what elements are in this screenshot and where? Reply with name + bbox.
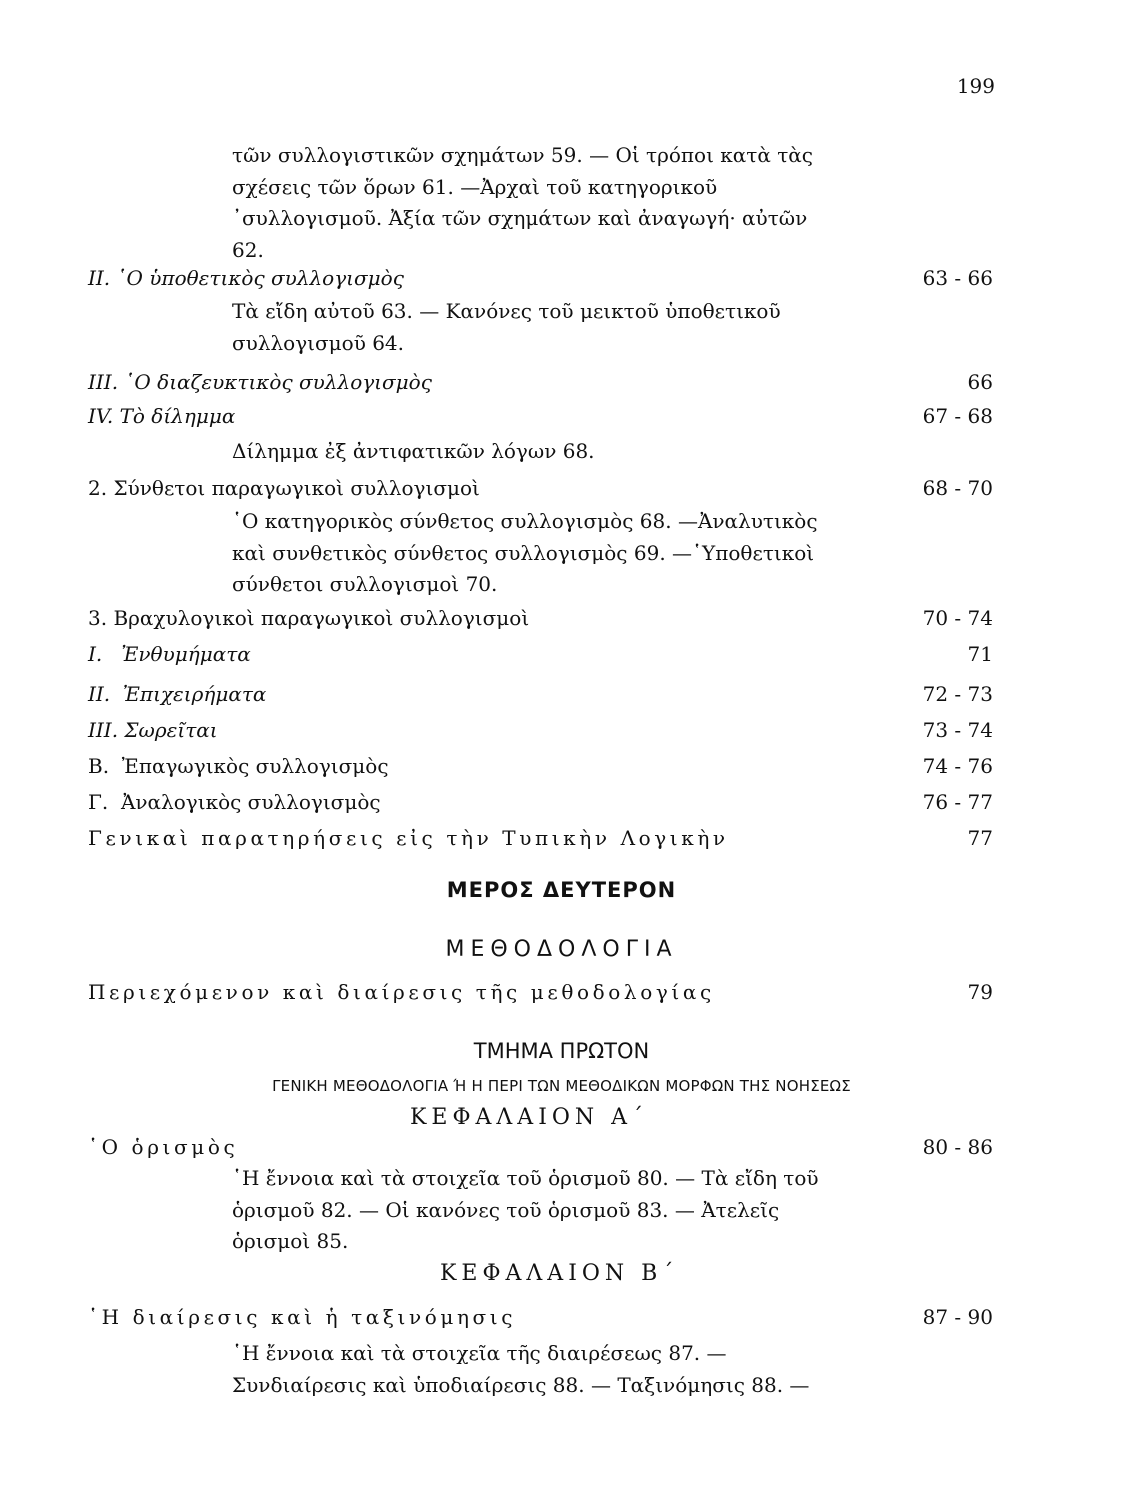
- toc-entry: [88, 716, 993, 744]
- entry-pages: 72 - 73: [922, 682, 993, 706]
- page-number: 199: [956, 74, 995, 98]
- entry-description: ῾Ο κατηγορικὸς σύνθετος συλλογισμὸς 68. —Ἀναλυτικὸς καὶ συνθετικὸς σύνθετος συλλογισμὸς 69. —῾Υποθετικοὶ σύνθετοι συλλογισμοὶ 70.: [232, 509, 818, 596]
- entry-label: ῾Ο ὁρισμὸς: [88, 1135, 239, 1159]
- entry-description: ῾Η ἔννοια καὶ τὰ στοιχεῖα τῆς διαιρέσεως 87. — Συνδιαίρεσις καὶ ὑποδιαίρεσις 88. — Ταξινόμησις 88. —: [232, 1341, 810, 1397]
- entry-pages: 80 - 86: [922, 1135, 993, 1159]
- entry-pages: 67 - 68: [922, 404, 993, 428]
- entry-label: ΙΙ. Ἐπιχειρήματα: [88, 682, 267, 706]
- entry-label: IV. Τὸ δίλημμα: [88, 404, 236, 428]
- toc-entry: [88, 604, 993, 632]
- toc-entry: [88, 824, 993, 852]
- entry-label: ΙΙΙ. Σωρεῖται: [88, 718, 218, 742]
- toc-entry: [88, 788, 993, 816]
- toc-entry: [88, 1303, 993, 1331]
- toc-entry: [88, 680, 993, 708]
- entry-label: Γενικαὶ παρατηρήσεις εἰς τὴν Τυπικὴν Λογικὴν: [88, 826, 729, 850]
- entry-label: Γ. Ἀναλογικὸς συλλογισμὸς: [88, 790, 381, 814]
- entry-label: 3. Βραχυλογικοὶ παραγωγικοὶ συλλογισμοὶ: [88, 606, 530, 630]
- toc-entry: [88, 1133, 993, 1161]
- entry-pages: 73 - 74: [922, 718, 993, 742]
- entry-pages: 71: [967, 642, 993, 666]
- entry-pages: 79: [967, 980, 993, 1004]
- part-title: ΜΕΡΟΣ ΔΕΥΤΕΡΟΝ: [446, 878, 677, 902]
- toc-entry: [88, 264, 993, 292]
- entry-pages: 76 - 77: [922, 790, 993, 814]
- toc-entry: [88, 402, 993, 430]
- section-title: ΤΜΗΜΑ ΠΡΩΤΟΝ: [473, 1039, 650, 1063]
- entry-description: ῾Η ἔννοια καὶ τὰ στοιχεῖα τοῦ ὁρισμοῦ 80. — Τὰ εἴδη τοῦ ὁρισμοῦ 82. — Οἱ κανόνες τοῦ ὁρισμοῦ 83. — Ἀτελεῖς ὁρισμοὶ 85.: [232, 1166, 819, 1253]
- entry-pages: 87 - 90: [922, 1305, 993, 1329]
- toc-entry: [88, 368, 993, 396]
- entry-label: 2. Σύνθετοι παραγωγικοὶ συλλογισμοὶ: [88, 476, 480, 500]
- section-subtitle: ΓΕΝΙΚΗ ΜΕΘΟΔΟΛΟΓΙΑ Ή Η ΠΕΡΙ ΤΩΝ ΜΕΘΟΔΙΚΩΝ ΜΟΡΦΩΝ ΤΗΣ ΝΟΗΣΕΩΣ: [272, 1077, 851, 1095]
- entry-label: ΙΙΙ. ῾Ο διαζευκτικὸς συλλογισμὸς: [88, 370, 432, 394]
- entry-pages: 68 - 70: [922, 476, 993, 500]
- entry-pages: 70 - 74: [922, 606, 993, 630]
- entry-label: Ι. Ἐνθυμήματα: [88, 642, 251, 666]
- chapter-heading: ΚΕΦΑΛΑΙΟΝ Α΄: [410, 1105, 649, 1130]
- entry-label: Β. Ἐπαγωγικὸς συλλογισμὸς: [88, 754, 389, 778]
- chapter-heading: ΚΕΦΑΛΑΙΟΝ Β΄: [440, 1261, 679, 1286]
- part-subject: ΜΕΘΟΔΟΛΟΓΙΑ: [445, 937, 678, 962]
- entry-label: Περιεχόμενον καὶ διαίρεσις τῆς μεθοδολογίας: [88, 980, 715, 1004]
- entry-pages: 74 - 76: [922, 754, 993, 778]
- entry-description: Δίλημμα ἐξ ἀντιφατικῶν λόγων 68.: [232, 439, 595, 463]
- entry-description: Τὰ εἴδη αὐτοῦ 63. — Κανόνες τοῦ μεικτοῦ ὑποθετικοῦ συλλογισμοῦ 64.: [232, 299, 781, 355]
- entry-pages: 77: [967, 826, 993, 850]
- entry-label: ῾Η διαίρεσις καὶ ἡ ταξινόμησις: [88, 1305, 517, 1329]
- entry-pages: 63 - 66: [922, 266, 993, 290]
- toc-entry: [88, 640, 993, 668]
- entry-pages: 66: [967, 370, 993, 394]
- toc-entry: [88, 978, 993, 1006]
- toc-entry: [88, 474, 993, 502]
- entry-description: τῶν συλλογιστικῶν σχημάτων 59. — Οἱ τρόποι κατὰ τὰς σχέσεις τῶν ὅρων 61. —Ἀρχαὶ τοῦ κατηγορικοῦ ᾿συλλογισμοῦ. Ἀξία τῶν σχημάτων καὶ ἀναγωγή· αὐτῶν 62.: [232, 143, 813, 262]
- entry-label: ΙΙ. ῾Ο ὑποθετικὸς συλλογισμὸς: [88, 266, 404, 290]
- toc-entry: [88, 752, 993, 780]
